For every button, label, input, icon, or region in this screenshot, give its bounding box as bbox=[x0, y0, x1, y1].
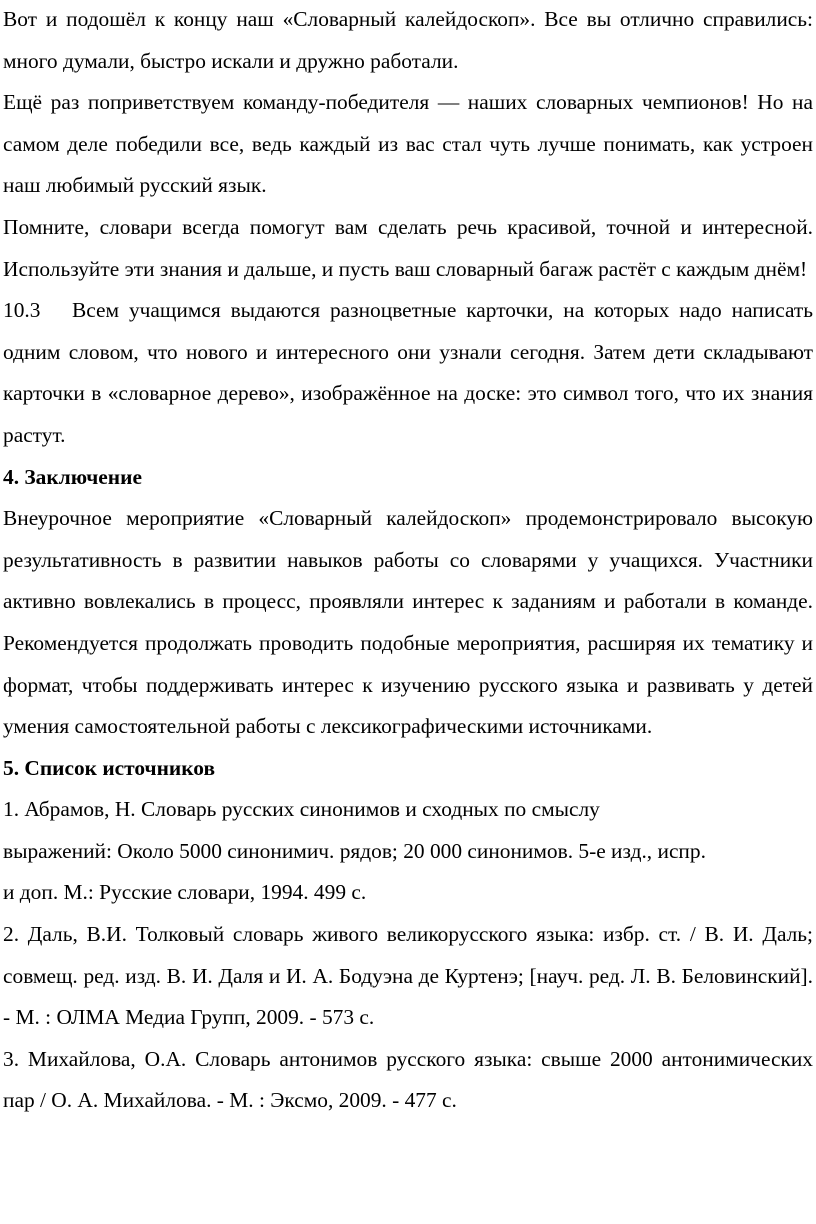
conclusion-heading: 4. Заключение bbox=[3, 464, 142, 489]
closing-paragraph-1: Вот и подошёл к концу наш «Словарный калейдоскоп». Все вы отлично справились: много думали, быстро искали и дружно работали. bbox=[3, 7, 813, 73]
step-paragraph bbox=[3, 290, 813, 456]
source-item-2: 2. Даль, В.И. Толковый словарь живого великорусского языка: избр. ст. / В. И. Даль; совмещ. ред. изд. В. И. Даля и И. А. Бодуэна де Куртенэ; [науч. ред. Л. В. Беловинский]. - М. : ОЛМА Медиа Групп, 2009. - 573 с. bbox=[3, 922, 813, 1030]
step-text: Всем учащимся выдаются разноцветные карточки, на которых надо написать одним словом, что нового и интересного они узнали сегодня. Затем дети складывают карточки в «словарное дерево», изображённое на доске: это символ того, что их знания растут. bbox=[3, 298, 813, 447]
step-number: 10.3 bbox=[3, 298, 41, 323]
source-item-1-line-1: 1. Абрамов, Н. Словарь русских синонимов и сходных по смыслу bbox=[3, 797, 600, 822]
source-item-3: 3. Михайлова, О.А. Словарь антонимов русского языка: свыше 2000 антонимических пар / О. А. Михайлова. - М. : Эксмо, 2009. - 477 с. bbox=[3, 1046, 813, 1113]
closing-paragraph-3: Помните, словари всегда помогут вам сделать речь красивой, точной и интересной. Используйте эти знания и дальше, и пусть ваш словарный багаж растёт с каждым днём! bbox=[3, 214, 813, 281]
source-item-1-line-2: выражений: Около 5000 синонимич. рядов; 20 000 синонимов. 5-е изд., испр. bbox=[3, 838, 706, 863]
conclusion-text: Внеурочное мероприятие «Словарный калейдоскоп» продемонстрировало высокую результативность в развитии навыков работы со словарями у учащихся. Участники активно вовлекались в процесс, проявляли интерес к заданиям и работали в команде. Рекомендуется продолжать проводить подобные мероприятия, расширяя их тематику и формат, чтобы поддерживать интерес к изучению русского языка и развивать у детей умения самостоятельной работы с лексикографическими источниками. bbox=[3, 506, 813, 739]
sources-list bbox=[3, 789, 813, 1122]
closing-paragraph-2: Ещё раз поприветствуем команду-победителя — наших словарных чемпионов! Но на самом деле победили все, ведь каждый из вас стал чуть лучше понимать, как устроен наш любимый русский язык. bbox=[3, 90, 813, 198]
source-item-1-line-3: и доп. М.: Русские словари, 1994. 499 с. bbox=[3, 880, 367, 905]
source-item-1 bbox=[3, 789, 813, 914]
sources-heading: 5. Список источников bbox=[3, 755, 216, 780]
